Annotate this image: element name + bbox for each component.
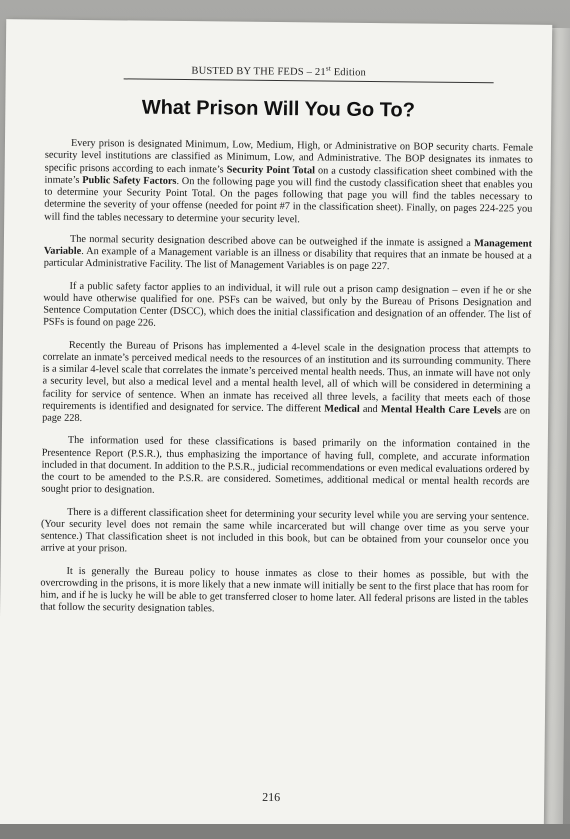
page-number: 216 xyxy=(262,789,281,805)
paragraph-presentence-report xyxy=(41,435,530,501)
text-run: Every prison is designated Minimum, Low, Medium, High, or Administrative on BOP security charts. Female security level institutions are classified as Minimum, Low, and Administrative. The BOP designates its inmates to specific prisons according to each inmate’s xyxy=(44,137,534,175)
text-run: . On the following page you will find the custody classification sheet that enables you to determine your Security Point Total. On the pages following that page you will find the tables necessary to determine the severity of your offense (needed for point #7 in the classification sheet). Finally, on pages 224-225 you will find the tables necessary to determine your security level. xyxy=(44,175,533,225)
text-run: It is generally the Bureau policy to house inmates as close to their homes as possible, but with the overcrowding in the prisons, it is more likely that a new inmate will initially be sent to the first place that has room for him, and if he is lucky he will be able to get transferred closer to home later. All federal prisons are listed in the tables that follow the security designation tables. xyxy=(40,565,529,615)
paragraph-medical-levels xyxy=(42,339,531,430)
bold-term: Public Safety Factors xyxy=(82,174,177,187)
text-run: and xyxy=(359,403,381,415)
text-run: . An example of a Management variable is an illness or disability that requires that an inmate be housed at a particular Administrative Facility. The list of Management Variables is on page 227. xyxy=(43,245,532,273)
edition-suffix: Edition xyxy=(330,67,367,79)
body-text xyxy=(40,138,533,630)
text-run: The information used for these classifications is based primarily on the information contained in the Presentence Report (P.S.R.), thus emphasizing the importance of having full, complete, and accurate information included in that document. In addition to the P.S.R., judicial recommendations or even medical evaluations ordered by the court to be amended to the P.S.R. are considered. Sometimes, additional medical or mental health records are sought prior to designation. xyxy=(41,435,530,496)
edition-superscript: st xyxy=(325,64,331,73)
bold-term: Security Point Total xyxy=(226,163,316,176)
text-run: There is a different classification sheet for determining your security level while you are serving your sentence. (Your security level does not remain the same while incarcerated but will change over time as you serve your sentence.) That classification sheet is not included in this book, but can be obtained from your counselor once you arrive at your prison. xyxy=(40,506,530,555)
running-header xyxy=(6,61,552,80)
bold-term: Mental Health Care Levels xyxy=(380,403,502,417)
text-run: The normal security designation described above can be outweighed if the inmate is assigned a xyxy=(69,233,475,249)
paragraph-custody-classification xyxy=(44,138,533,229)
running-title: BUSTED BY THE FEDS – 21 xyxy=(191,65,326,79)
paragraph-housing-policy xyxy=(40,565,528,619)
book-page xyxy=(0,19,552,837)
text-run: If a public safety factor applies to an individual, it will rule out a prison camp designation – even if he or she would have otherwise qualified for one. PSFs can be waived, but only by the Bureau of Prisons Designation and Sentence Computation Center (DSCC), which does the initial classification and designation of an offender. The list of PSFs is found on page 226. xyxy=(43,280,532,329)
paragraph-management-variable xyxy=(44,233,532,275)
paragraph-classification-sheet xyxy=(41,506,529,560)
bold-term: Management Variable xyxy=(43,237,532,257)
page-title: What Prison Will You Go To? xyxy=(141,96,416,122)
text-run: are on page 228. xyxy=(42,405,531,424)
text-run: on a custody classification sheet combined with the inmate’s xyxy=(44,164,533,186)
bold-term: Medical xyxy=(324,403,360,415)
text-run: Recently the Bureau of Prisons has implemented a 4-level scale in the designation process that attempts to correlate an inmate’s perceived medical needs to the resources of an institution and its surrounding community. There is a similar 4-level scale that correlates the inmate’s perceived mental health needs. Thus, an inmate will have not only a security level, but also a medical level and a mental health level, all of which will be considered in determining a facility for service of sentence. When an inmate has received all three levels, a facility that meets each of those requirements is identified and designated for service. The different xyxy=(42,339,531,415)
table-surface xyxy=(0,824,570,839)
paragraph-public-safety-factor xyxy=(43,280,531,334)
